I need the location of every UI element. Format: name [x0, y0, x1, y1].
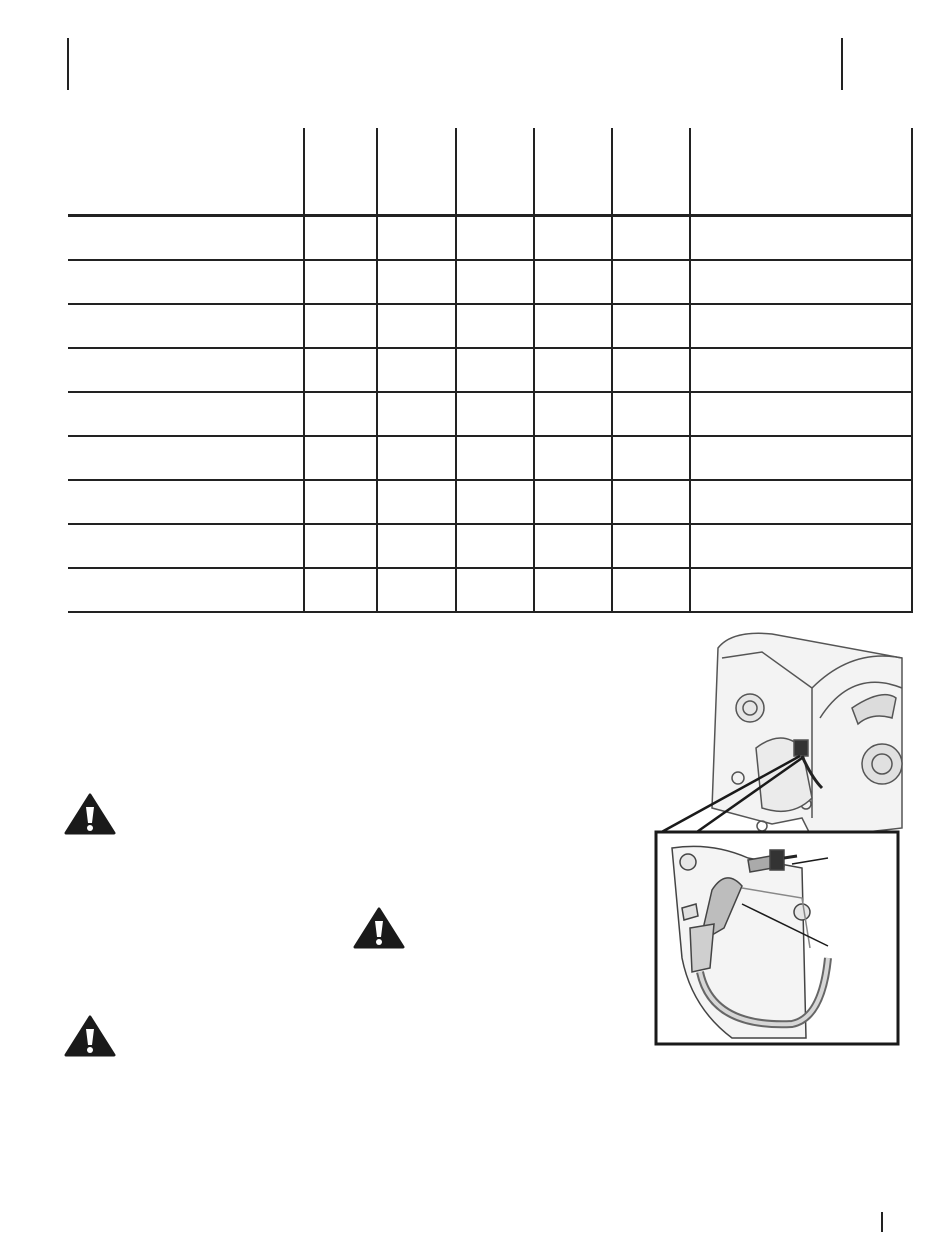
- table-cell: [68, 524, 304, 568]
- table-cell: [534, 392, 612, 436]
- table-header-row: [68, 128, 912, 216]
- table-cell: [377, 568, 456, 612]
- table-cell: [456, 568, 534, 612]
- table-cell: [534, 348, 612, 392]
- table-cell: [68, 348, 304, 392]
- warning-triangle-icon: [353, 907, 405, 949]
- table-cell: [304, 348, 377, 392]
- table-cell: [690, 568, 912, 612]
- table-cell: [690, 524, 912, 568]
- maintenance-schedule-table: [68, 128, 912, 613]
- table-cell: [377, 392, 456, 436]
- table-row: [68, 568, 912, 612]
- table-cell: [612, 216, 690, 261]
- spark-plug-wire-illustration: [652, 628, 912, 1048]
- table-cell: [612, 348, 690, 392]
- table-cell: [690, 304, 912, 348]
- table-cell: [690, 216, 912, 261]
- table-cell: [612, 304, 690, 348]
- table-header-cell: [690, 128, 912, 216]
- table-row: [68, 216, 912, 261]
- table-cell: [68, 480, 304, 524]
- table-cell: [377, 260, 456, 304]
- page-number-mark: [881, 1212, 883, 1232]
- table-cell: [68, 436, 304, 480]
- table-cell: [304, 304, 377, 348]
- table-cell: [68, 392, 304, 436]
- table-cell: [377, 348, 456, 392]
- table-cell: [612, 524, 690, 568]
- table-cell: [534, 436, 612, 480]
- table-cell: [68, 568, 304, 612]
- table-cell: [377, 216, 456, 261]
- table-cell: [534, 260, 612, 304]
- table-header-cell: [456, 128, 534, 216]
- table-cell: [456, 216, 534, 261]
- table-cell: [377, 524, 456, 568]
- table-cell: [534, 568, 612, 612]
- table-cell: [534, 524, 612, 568]
- crop-mark-right: [841, 38, 843, 90]
- table-cell: [456, 348, 534, 392]
- table-cell: [304, 216, 377, 261]
- table-row: [68, 480, 912, 524]
- engine-block-illustration: [712, 633, 902, 838]
- crop-mark-left: [67, 38, 69, 90]
- table-cell: [456, 436, 534, 480]
- table-cell: [304, 260, 377, 304]
- table-cell: [456, 260, 534, 304]
- table-cell: [612, 480, 690, 524]
- table-header-cell: [534, 128, 612, 216]
- table-cell: [690, 436, 912, 480]
- table-cell: [456, 304, 534, 348]
- table-cell: [377, 436, 456, 480]
- table-cell: [304, 436, 377, 480]
- table-cell: [612, 392, 690, 436]
- table-cell: [456, 524, 534, 568]
- table-cell: [304, 392, 377, 436]
- table-cell: [304, 568, 377, 612]
- table-cell: [534, 304, 612, 348]
- table-cell: [690, 392, 912, 436]
- table-cell: [377, 304, 456, 348]
- table-cell: [304, 480, 377, 524]
- table-row: [68, 392, 912, 436]
- warning-triangle-icon: [64, 1015, 116, 1057]
- table-cell: [534, 216, 612, 261]
- table-cell: [690, 480, 912, 524]
- table-cell: [377, 480, 456, 524]
- table-row: [68, 348, 912, 392]
- table-header-cell: [304, 128, 377, 216]
- table-cell: [304, 524, 377, 568]
- table-header-cell: [68, 128, 304, 216]
- table-cell: [690, 348, 912, 392]
- table-cell: [68, 260, 304, 304]
- table-header-cell: [377, 128, 456, 216]
- table-cell: [690, 260, 912, 304]
- table-cell: [612, 568, 690, 612]
- table-cell: [534, 480, 612, 524]
- table-cell: [456, 480, 534, 524]
- table-cell: [612, 260, 690, 304]
- table-row: [68, 436, 912, 480]
- table-cell: [68, 304, 304, 348]
- table-cell: [612, 436, 690, 480]
- table-row: [68, 524, 912, 568]
- table-row: [68, 260, 912, 304]
- table-row: [68, 304, 912, 348]
- warning-triangle-icon: [64, 793, 116, 835]
- table-cell: [68, 216, 304, 261]
- table-header-cell: [612, 128, 690, 216]
- table-cell: [456, 392, 534, 436]
